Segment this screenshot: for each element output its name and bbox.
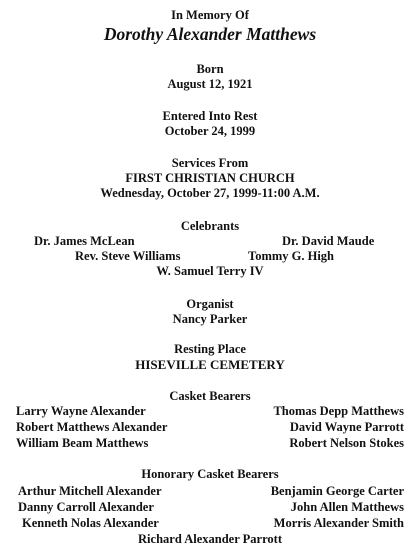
casket-bearer-name: Robert Nelson Stokes: [289, 436, 404, 450]
celebrant-name: Rev. Steve Williams: [75, 249, 181, 263]
celebrant-name: W. Samuel Terry IV: [156, 264, 264, 278]
honorary-bearer-name: Danny Carroll Alexander: [18, 500, 154, 514]
honorary-bearer-name: John Allen Matthews: [290, 500, 404, 514]
casket-bearer-name: Thomas Depp Matthews: [273, 404, 404, 418]
rest-label: Entered Into Rest: [162, 109, 258, 123]
honorary-bearer-name: Benjamin George Carter: [270, 484, 404, 498]
born-label: Born: [196, 62, 224, 76]
honorary-bearers-label: Honorary Casket Bearers: [141, 467, 279, 481]
honorary-bearer-name: Arthur Mitchell Alexander: [18, 484, 162, 498]
honorary-bearer-name: Kenneth Nolas Alexander: [22, 516, 159, 530]
born-date: August 12, 1921: [167, 77, 253, 91]
honorary-bearer-name: Morris Alexander Smith: [273, 516, 404, 530]
celebrant-name: Tommy G. High: [248, 249, 335, 263]
services-datetime: Wednesday, October 27, 1999-11:00 A.M.: [100, 186, 320, 200]
resting-place-name: HISEVILLE CEMETERY: [135, 357, 285, 372]
organist-label: Organist: [186, 297, 234, 311]
casket-bearer-name: Larry Wayne Alexander: [16, 404, 146, 418]
deceased-name: Dorothy Alexander Matthews: [103, 24, 317, 44]
organist-name: Nancy Parker: [172, 312, 248, 326]
celebrant-name: Dr. David Maude: [282, 234, 375, 248]
rest-date: October 24, 1999: [164, 124, 256, 138]
celebrants-label: Celebrants: [180, 219, 240, 233]
casket-bearer-name: Robert Matthews Alexander: [16, 420, 168, 434]
services-church: FIRST CHRISTIAN CHURCH: [125, 171, 295, 185]
casket-bearer-name: David Wayne Parrott: [289, 420, 404, 434]
in-memory-heading: In Memory Of: [171, 8, 249, 22]
casket-bearer-name: William Beam Matthews: [16, 436, 149, 450]
honorary-bearer-name: Richard Alexander Parrott: [138, 532, 282, 546]
celebrant-name: Dr. James McLean: [34, 234, 135, 248]
casket-bearers-label: Casket Bearers: [169, 389, 251, 403]
resting-place-label: Resting Place: [174, 342, 246, 356]
services-label: Services From: [171, 156, 249, 170]
